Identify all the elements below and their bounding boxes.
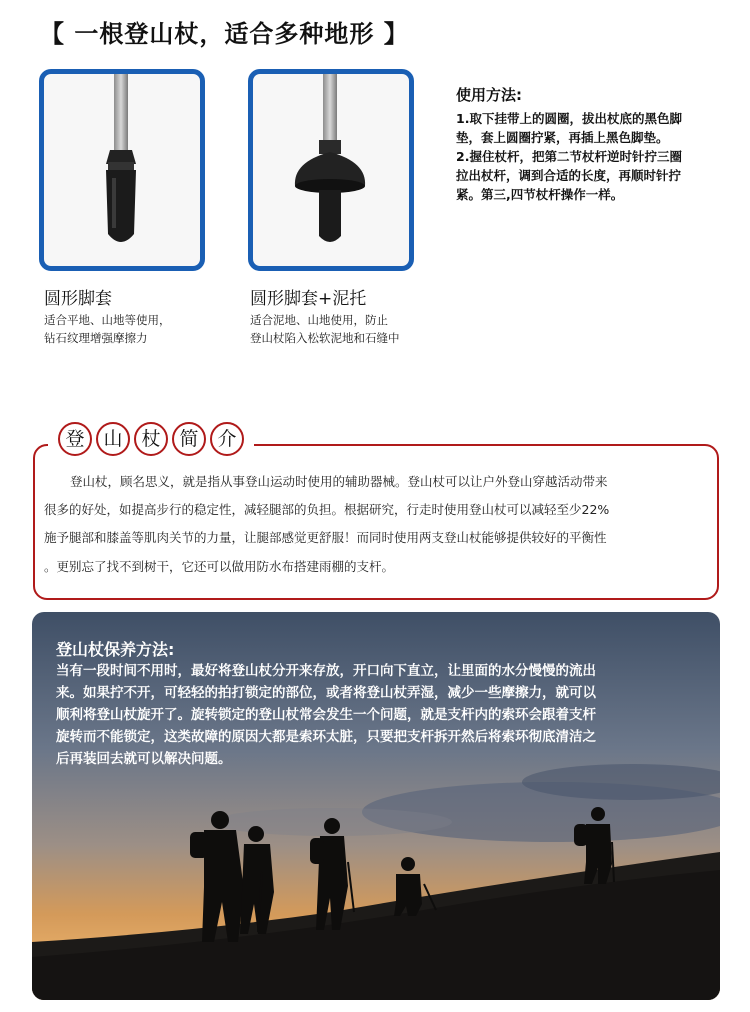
care-instructions — [56, 640, 706, 770]
tip-2-desc-line-2: 登山杖陷入松软泥地和石缝中 — [250, 331, 400, 345]
usage-line: 紧。第三,四节杖杆操作一样。 — [456, 187, 624, 202]
tip-2-title: 圆形脚套+泥托 — [250, 289, 367, 309]
care-line: 顺利将登山杖旋开了。旋转锁定的登山杖常会发生一个问题，就是支杆内的索环会跟着支杆 — [56, 707, 596, 723]
care-photo-panel — [32, 612, 720, 1000]
usage-line: 垫，套上圆圈拧紧，再插上黑色脚垫。 — [456, 130, 669, 145]
page-title: 【 一根登山杖，适合多种地形 】 — [40, 20, 409, 48]
intro-heading-char: 山 — [96, 422, 130, 456]
care-line: 来。如果拧不开，可轻轻的拍打锁定的部位，或者将登山杖弄湿，减少一些摩擦力，就可以 — [56, 685, 596, 701]
tip-1-desc-line-2: 钻石纹理增强摩擦力 — [44, 331, 148, 345]
round-foot-mud-basket-image — [248, 69, 414, 271]
intro-heading-char: 介 — [210, 422, 244, 456]
care-heading: 登山杖保养方法: — [56, 640, 175, 659]
intro-line: 很多的好处，如提高步行的稳定性，减轻腿部的负担。根据研究，行走时使用登山杖可以减轻至少22% — [44, 502, 610, 517]
usage-line: 1.取下挂带上的圆圈，拔出杖底的黑色脚 — [456, 111, 682, 126]
usage-line: 拉出杖杆，调到合适的长度，再顺时针拧 — [456, 168, 682, 183]
intro-box — [33, 444, 719, 600]
care-line: 当有一段时间不用时，最好将登山杖分开来存放，开口向下直立，让里面的水分慢慢的流出 — [56, 663, 596, 679]
usage-instructions — [456, 84, 726, 204]
usage-heading: 使用方法: — [456, 86, 522, 104]
round-foot-tip-image — [39, 69, 205, 271]
care-line: 旋转而不能锁定，这类故障的原因大都是索环太脏，只要把支杆拆开然后将索环彻底清洁之 — [56, 729, 596, 745]
tip-2-desc-line-1: 适合泥地、山地使用，防止 — [250, 313, 388, 327]
tip-1-title: 圆形脚套 — [44, 289, 112, 309]
intro-heading — [48, 420, 254, 458]
intro-heading-char: 简 — [172, 422, 206, 456]
intro-line: 。更别忘了找不到树干，它还可以做用防水布搭建雨棚的支杆。 — [44, 559, 395, 574]
intro-heading-char: 登 — [58, 422, 92, 456]
tip-1-desc-line-1: 适合平地、山地等使用， — [44, 313, 171, 327]
intro-heading-char: 杖 — [134, 422, 168, 456]
usage-line: 2.握住杖杆，把第二节杖杆逆时针拧三圈 — [456, 149, 682, 164]
intro-line: 登山杖，顾名思义，就是指从事登山运动时使用的辅助器械。登山杖可以让户外登山穿越活动带来 — [70, 474, 608, 489]
care-line: 后再装回去就可以解决问题。 — [56, 751, 232, 767]
intro-line: 施予腿部和膝盖等肌肉关节的力量，让腿部感觉更舒服！而同时使用两支登山杖能够提供较好的平衡性 — [44, 530, 607, 545]
